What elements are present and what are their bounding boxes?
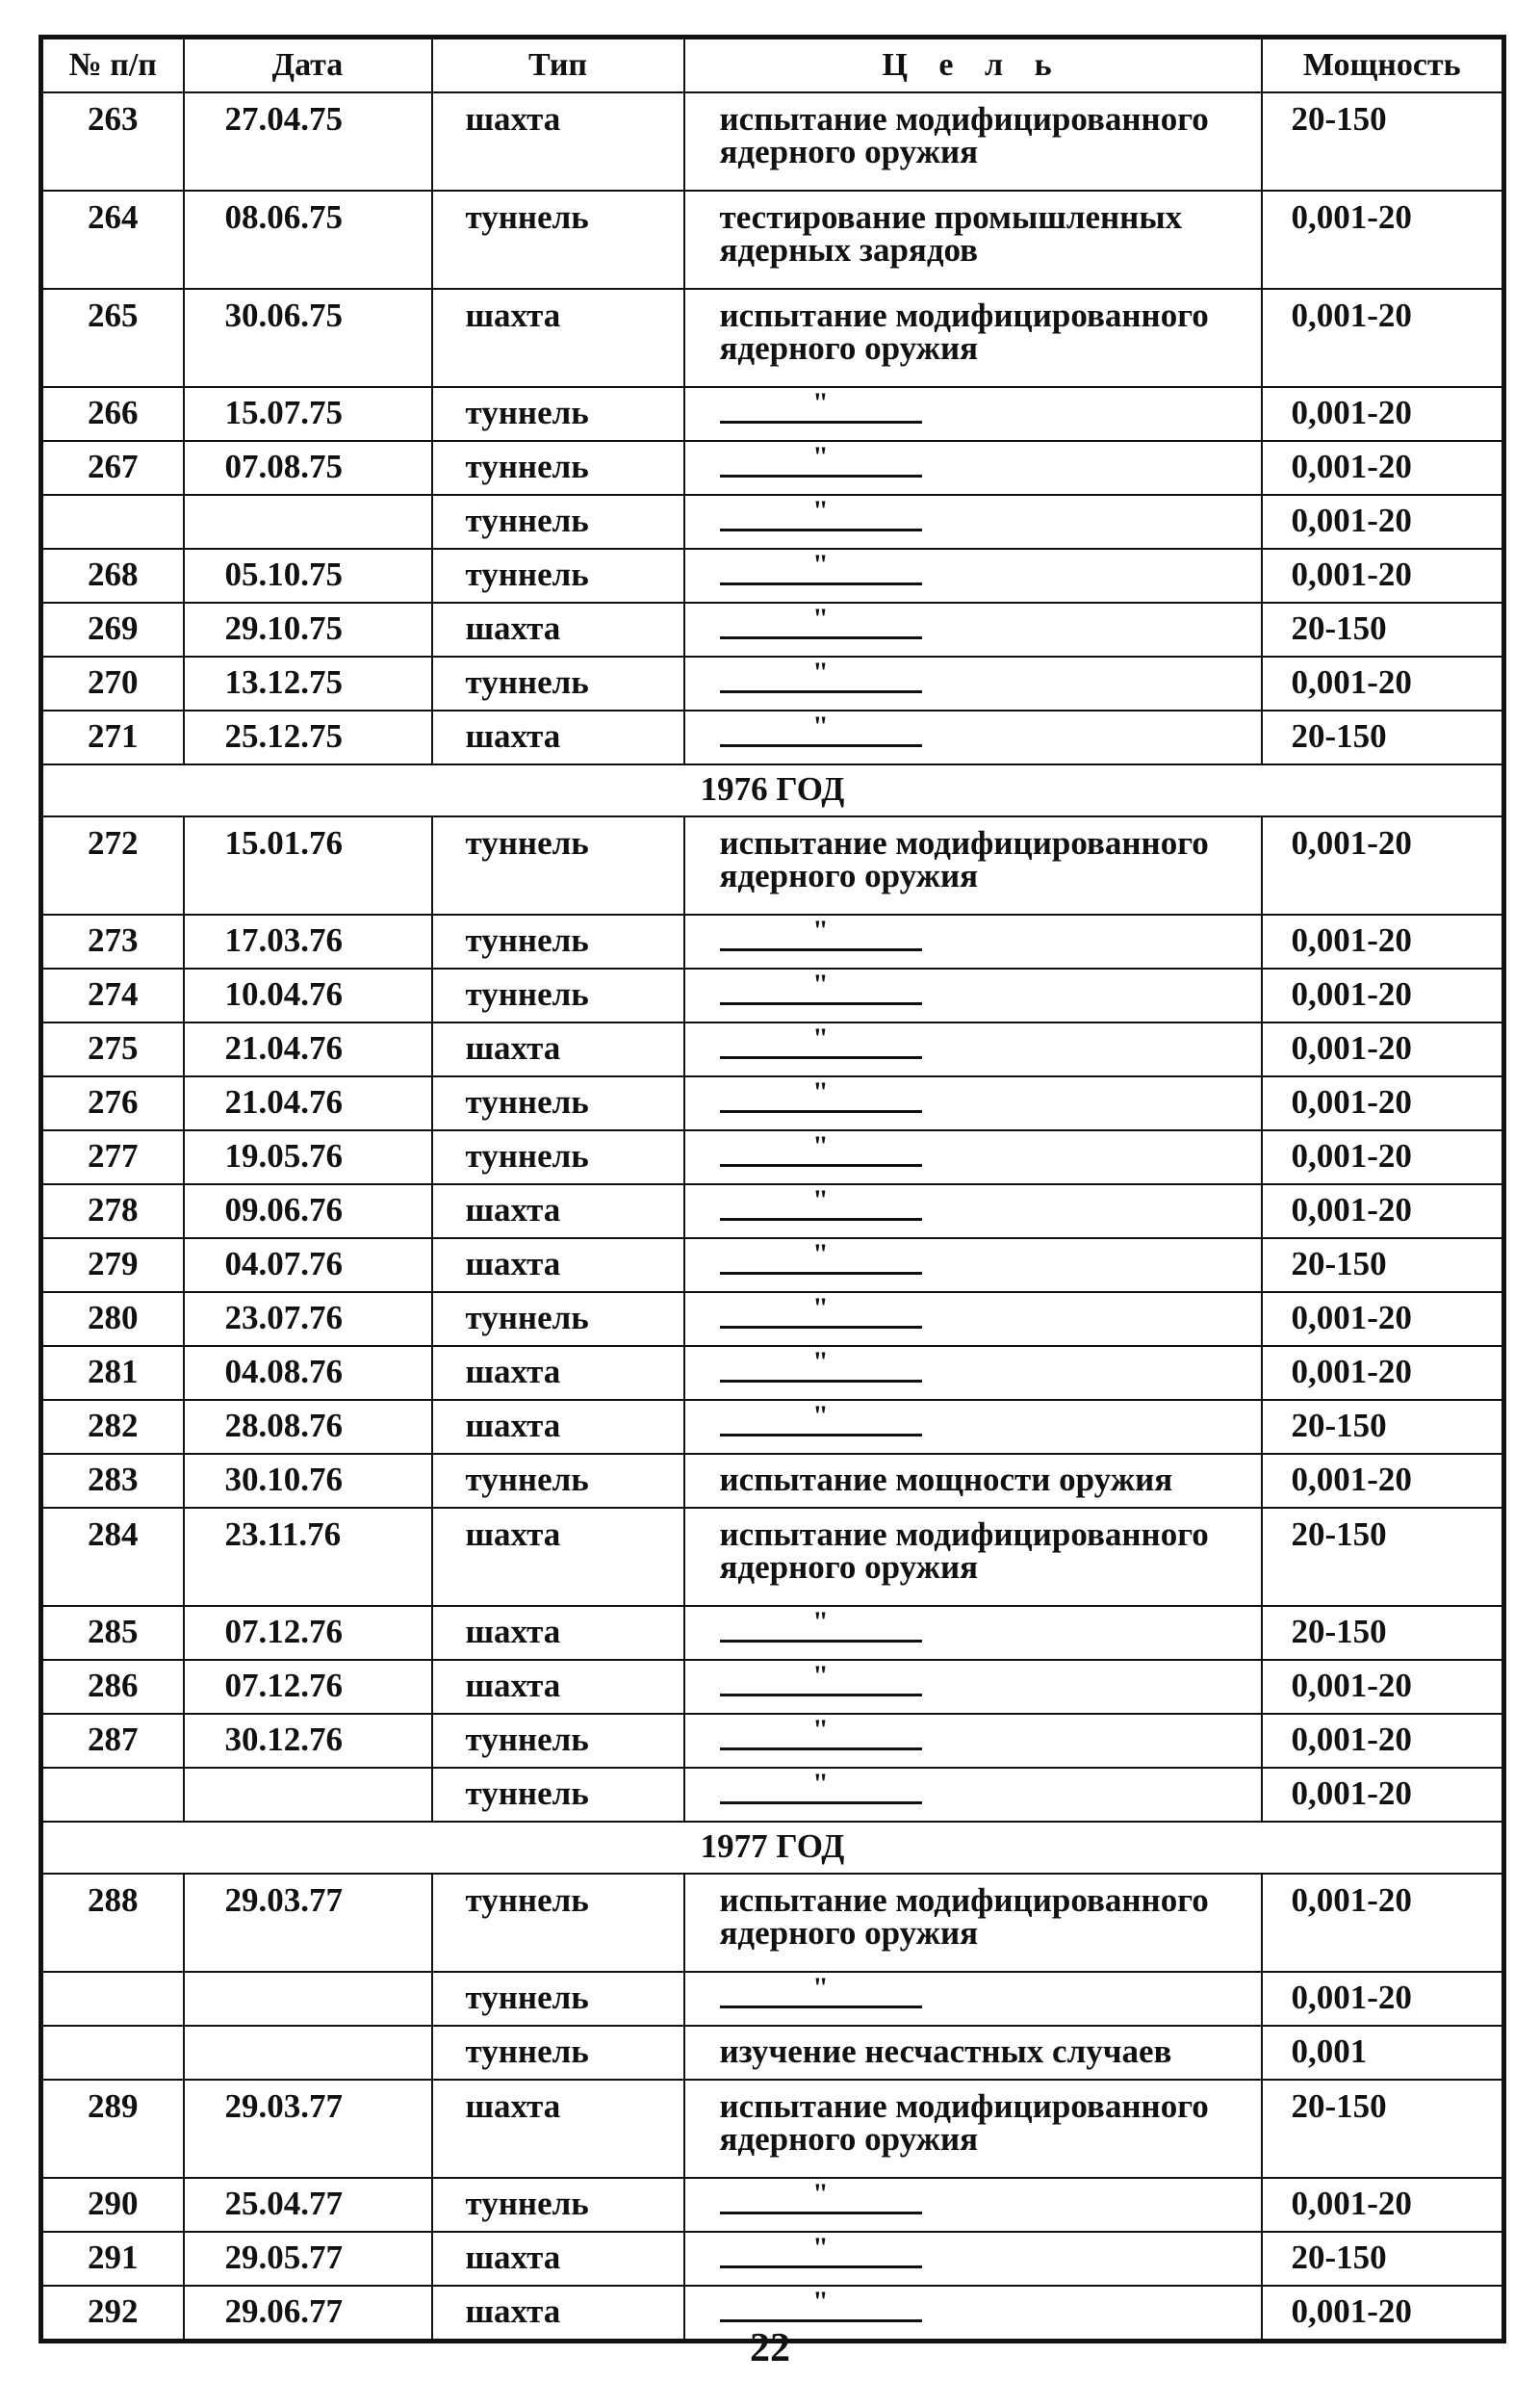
row-type: шахта xyxy=(432,1660,684,1714)
row-type: шахта xyxy=(432,1508,684,1606)
ditto-symbol: " xyxy=(812,711,829,742)
row-date: 09.06.76 xyxy=(184,1184,432,1238)
row-date: 19.05.76 xyxy=(184,1130,432,1184)
ditto-symbol: " xyxy=(812,915,829,946)
ditto-mark xyxy=(720,1292,922,1329)
row-power: 20-150 xyxy=(1262,1508,1504,1606)
ditto-mark xyxy=(720,1972,922,2008)
row-number: 264 xyxy=(41,191,184,289)
row-goal xyxy=(684,495,1262,549)
header-date: Дата xyxy=(184,38,432,93)
ditto-mark xyxy=(720,387,922,424)
row-power: 20-150 xyxy=(1262,1238,1504,1292)
row-power: 0,001-20 xyxy=(1262,1346,1504,1400)
row-date: 28.08.76 xyxy=(184,1400,432,1454)
row-goal xyxy=(684,1292,1262,1346)
row-goal xyxy=(684,1660,1262,1714)
row-goal: испытание модифицированного ядерного оружия xyxy=(684,816,1262,915)
row-goal xyxy=(684,1972,1262,2026)
ditto-symbol: " xyxy=(812,2286,829,2317)
row-date: 04.07.76 xyxy=(184,1238,432,1292)
row-goal: испытание модифицированного ядерного оружия xyxy=(684,92,1262,191)
table-row xyxy=(41,969,1504,1022)
row-number: 289 xyxy=(41,2080,184,2178)
row-type: шахта xyxy=(432,711,684,764)
row-power: 0,001-20 xyxy=(1262,816,1504,915)
row-number: 281 xyxy=(41,1346,184,1400)
row-goal: изучение несчастных случаев xyxy=(684,2026,1262,2080)
row-goal xyxy=(684,1768,1262,1822)
row-date: 30.12.76 xyxy=(184,1714,432,1768)
row-date: 30.10.76 xyxy=(184,1454,432,1508)
ditto-mark xyxy=(720,1184,922,1221)
row-goal: тестирование промышленных ядерных зарядов xyxy=(684,191,1262,289)
row-type: шахта xyxy=(432,92,684,191)
row-number: 290 xyxy=(41,2178,184,2232)
ditto-mark xyxy=(720,969,922,1005)
year-row-1976 xyxy=(41,764,1504,816)
ditto-mark xyxy=(720,915,922,951)
table-body xyxy=(41,92,1504,2342)
ditto-mark xyxy=(720,1076,922,1113)
ditto-symbol: " xyxy=(812,549,829,581)
row-power: 0,001-20 xyxy=(1262,1022,1504,1076)
row-number: 268 xyxy=(41,549,184,603)
row-power: 0,001-20 xyxy=(1262,1130,1504,1184)
table-row xyxy=(41,711,1504,764)
row-date: 29.03.77 xyxy=(184,2080,432,2178)
row-type: туннель xyxy=(432,495,684,549)
table-row xyxy=(41,495,1504,549)
ditto-mark xyxy=(720,495,922,531)
table-row xyxy=(41,1874,1504,1972)
table-row xyxy=(41,1768,1504,1822)
header-row xyxy=(41,38,1504,93)
table-row xyxy=(41,2178,1504,2232)
row-date: 29.06.77 xyxy=(184,2286,432,2342)
row-date: 07.08.75 xyxy=(184,441,432,495)
row-power: 20-150 xyxy=(1262,2080,1504,2178)
row-goal: испытание мощности оружия xyxy=(684,1454,1262,1508)
table-row xyxy=(41,915,1504,969)
row-power: 0,001-20 xyxy=(1262,1292,1504,1346)
table-row xyxy=(41,1076,1504,1130)
table-row xyxy=(41,2026,1504,2080)
table-row xyxy=(41,1022,1504,1076)
row-type: туннель xyxy=(432,387,684,441)
row-power: 20-150 xyxy=(1262,1400,1504,1454)
row-goal xyxy=(684,1076,1262,1130)
row-number xyxy=(41,2026,184,2080)
row-power: 0,001-20 xyxy=(1262,1874,1504,1972)
ditto-mark xyxy=(720,1346,922,1383)
row-power: 0,001-20 xyxy=(1262,1076,1504,1130)
table-row xyxy=(41,1238,1504,1292)
row-type: туннель xyxy=(432,657,684,711)
table-row xyxy=(41,657,1504,711)
ditto-mark xyxy=(720,549,922,585)
ditto-mark xyxy=(720,1238,922,1275)
ditto-mark xyxy=(720,603,922,639)
ditto-symbol: " xyxy=(812,657,829,688)
header-num: № п/п xyxy=(41,38,184,93)
row-type: туннель xyxy=(432,1768,684,1822)
row-type: туннель xyxy=(432,1874,684,1972)
table-row xyxy=(41,1292,1504,1346)
ditto-symbol: " xyxy=(812,1660,829,1692)
row-type: шахта xyxy=(432,2232,684,2286)
row-date: 30.06.75 xyxy=(184,289,432,387)
row-date: 23.07.76 xyxy=(184,1292,432,1346)
row-type: туннель xyxy=(432,2026,684,2080)
ditto-symbol: " xyxy=(812,441,829,473)
table-row xyxy=(41,603,1504,657)
row-goal: испытание модифицированного ядерного оружия xyxy=(684,289,1262,387)
row-type: туннель xyxy=(432,1292,684,1346)
row-power: 0,001-20 xyxy=(1262,1454,1504,1508)
row-type: шахта xyxy=(432,2080,684,2178)
row-date xyxy=(184,2026,432,2080)
ditto-mark xyxy=(720,2178,922,2214)
row-type: туннель xyxy=(432,1130,684,1184)
ditto-symbol: " xyxy=(812,2232,829,2264)
ditto-symbol: " xyxy=(812,1292,829,1324)
row-goal xyxy=(684,915,1262,969)
row-date: 29.03.77 xyxy=(184,1874,432,1972)
row-goal xyxy=(684,603,1262,657)
header-power: Мощность xyxy=(1262,38,1504,93)
ditto-symbol: " xyxy=(812,1076,829,1108)
row-date: 23.11.76 xyxy=(184,1508,432,1606)
ditto-mark xyxy=(720,1400,922,1436)
row-power: 0,001-20 xyxy=(1262,191,1504,289)
row-date: 27.04.75 xyxy=(184,92,432,191)
row-date: 05.10.75 xyxy=(184,549,432,603)
row-date: 08.06.75 xyxy=(184,191,432,289)
row-date: 13.12.75 xyxy=(184,657,432,711)
table-row xyxy=(41,1660,1504,1714)
row-goal xyxy=(684,1130,1262,1184)
ditto-mark xyxy=(720,1022,922,1059)
row-date: 21.04.76 xyxy=(184,1076,432,1130)
row-goal: испытание модифицированного ядерного оружия xyxy=(684,1874,1262,1972)
row-date xyxy=(184,495,432,549)
row-goal xyxy=(684,387,1262,441)
row-type: шахта xyxy=(432,2286,684,2342)
row-goal xyxy=(684,2232,1262,2286)
row-goal xyxy=(684,441,1262,495)
ditto-symbol: " xyxy=(812,2178,829,2210)
row-power: 0,001-20 xyxy=(1262,387,1504,441)
ditto-mark xyxy=(720,1768,922,1804)
row-date: 07.12.76 xyxy=(184,1606,432,1660)
row-type: туннель xyxy=(432,816,684,915)
row-type: туннель xyxy=(432,191,684,289)
row-date: 25.12.75 xyxy=(184,711,432,764)
table-row xyxy=(41,1714,1504,1768)
ditto-mark xyxy=(720,441,922,478)
ditto-symbol: " xyxy=(812,1022,829,1054)
test-table xyxy=(38,35,1506,2343)
table-row xyxy=(41,1972,1504,2026)
ditto-symbol: " xyxy=(812,387,829,419)
row-date: 15.07.75 xyxy=(184,387,432,441)
row-number: 272 xyxy=(41,816,184,915)
ditto-mark xyxy=(720,2232,922,2268)
table-row xyxy=(41,191,1504,289)
row-power: 20-150 xyxy=(1262,92,1504,191)
row-number: 282 xyxy=(41,1400,184,1454)
row-number: 266 xyxy=(41,387,184,441)
row-number: 283 xyxy=(41,1454,184,1508)
row-number: 265 xyxy=(41,289,184,387)
row-number: 288 xyxy=(41,1874,184,1972)
row-power: 0,001-20 xyxy=(1262,969,1504,1022)
table-row xyxy=(41,1508,1504,1606)
ditto-symbol: " xyxy=(812,1400,829,1432)
row-goal xyxy=(684,1714,1262,1768)
row-number: 278 xyxy=(41,1184,184,1238)
ditto-symbol: " xyxy=(812,1184,829,1216)
row-power: 20-150 xyxy=(1262,603,1504,657)
row-goal xyxy=(684,711,1262,764)
table-row xyxy=(41,441,1504,495)
table-row xyxy=(41,1606,1504,1660)
row-date xyxy=(184,1768,432,1822)
ditto-mark xyxy=(720,657,922,693)
row-type: туннель xyxy=(432,915,684,969)
row-date: 21.04.76 xyxy=(184,1022,432,1076)
row-date: 10.04.76 xyxy=(184,969,432,1022)
table-row xyxy=(41,1184,1504,1238)
year-heading: 1977 ГОД xyxy=(41,1822,1504,1874)
table-row xyxy=(41,2232,1504,2286)
row-type: шахта xyxy=(432,1400,684,1454)
row-number: 279 xyxy=(41,1238,184,1292)
row-number: 267 xyxy=(41,441,184,495)
row-power: 0,001-20 xyxy=(1262,1184,1504,1238)
row-date: 25.04.77 xyxy=(184,2178,432,2232)
row-date: 07.12.76 xyxy=(184,1660,432,1714)
ditto-symbol: " xyxy=(812,495,829,527)
row-type: туннель xyxy=(432,441,684,495)
row-number xyxy=(41,1972,184,2026)
ditto-mark xyxy=(720,1130,922,1167)
row-goal xyxy=(684,1022,1262,1076)
table-row xyxy=(41,1400,1504,1454)
ditto-mark xyxy=(720,1606,922,1643)
header-type: Тип xyxy=(432,38,684,93)
row-number: 263 xyxy=(41,92,184,191)
table-row xyxy=(41,1346,1504,1400)
row-goal xyxy=(684,549,1262,603)
ditto-symbol: " xyxy=(812,1238,829,1270)
ditto-mark xyxy=(720,2286,922,2322)
row-type: шахта xyxy=(432,289,684,387)
row-number: 286 xyxy=(41,1660,184,1714)
table-row xyxy=(41,816,1504,915)
row-power: 0,001-20 xyxy=(1262,549,1504,603)
ditto-symbol: " xyxy=(812,969,829,1000)
row-power: 0,001-20 xyxy=(1262,2178,1504,2232)
row-goal xyxy=(684,1400,1262,1454)
row-power: 0,001-20 xyxy=(1262,1972,1504,2026)
row-type: шахта xyxy=(432,1346,684,1400)
row-goal xyxy=(684,2178,1262,2232)
row-power: 0,001-20 xyxy=(1262,441,1504,495)
row-type: туннель xyxy=(432,549,684,603)
row-power: 0,001-20 xyxy=(1262,657,1504,711)
row-type: туннель xyxy=(432,969,684,1022)
ditto-symbol: " xyxy=(812,1972,829,2004)
row-power: 0,001-20 xyxy=(1262,2286,1504,2342)
row-power: 20-150 xyxy=(1262,1606,1504,1660)
table-row xyxy=(41,1454,1504,1508)
row-date: 04.08.76 xyxy=(184,1346,432,1400)
ditto-mark xyxy=(720,711,922,747)
row-type: туннель xyxy=(432,1076,684,1130)
row-date: 29.05.77 xyxy=(184,2232,432,2286)
row-type: шахта xyxy=(432,1606,684,1660)
row-power: 0,001-20 xyxy=(1262,915,1504,969)
row-power: 20-150 xyxy=(1262,2232,1504,2286)
row-type: туннель xyxy=(432,1714,684,1768)
row-number: 277 xyxy=(41,1130,184,1184)
row-type: туннель xyxy=(432,2178,684,2232)
table-row xyxy=(41,2080,1504,2178)
row-number xyxy=(41,1768,184,1822)
row-type: туннель xyxy=(432,1454,684,1508)
ditto-mark xyxy=(720,1714,922,1750)
row-goal xyxy=(684,1184,1262,1238)
row-number: 285 xyxy=(41,1606,184,1660)
row-number: 270 xyxy=(41,657,184,711)
row-number: 275 xyxy=(41,1022,184,1076)
row-power: 0,001-20 xyxy=(1262,495,1504,549)
table-row xyxy=(41,387,1504,441)
table-row xyxy=(41,92,1504,191)
row-power: 20-150 xyxy=(1262,711,1504,764)
row-goal: испытание модифицированного ядерного оружия xyxy=(684,2080,1262,2178)
row-number: 292 xyxy=(41,2286,184,2342)
row-power: 0,001-20 xyxy=(1262,1768,1504,1822)
row-date: 29.10.75 xyxy=(184,603,432,657)
row-goal xyxy=(684,1606,1262,1660)
row-type: шахта xyxy=(432,1184,684,1238)
row-power: 0,001 xyxy=(1262,2026,1504,2080)
row-date: 17.03.76 xyxy=(184,915,432,969)
row-number: 273 xyxy=(41,915,184,969)
table-row xyxy=(41,289,1504,387)
row-number: 287 xyxy=(41,1714,184,1768)
row-type: шахта xyxy=(432,603,684,657)
row-type: шахта xyxy=(432,1022,684,1076)
year-row-1977 xyxy=(41,1822,1504,1874)
row-date: 15.01.76 xyxy=(184,816,432,915)
ditto-symbol: " xyxy=(812,1714,829,1746)
row-number: 280 xyxy=(41,1292,184,1346)
row-number: 291 xyxy=(41,2232,184,2286)
row-goal: испытание модифицированного ядерного оружия xyxy=(684,1508,1262,1606)
ditto-symbol: " xyxy=(812,1606,829,1638)
row-goal xyxy=(684,969,1262,1022)
row-number: 269 xyxy=(41,603,184,657)
row-type: туннель xyxy=(432,1972,684,2026)
ditto-symbol: " xyxy=(812,1346,829,1378)
table-row xyxy=(41,549,1504,603)
ditto-symbol: " xyxy=(812,1768,829,1799)
ditto-mark xyxy=(720,1660,922,1696)
row-number: 284 xyxy=(41,1508,184,1606)
header-goal: Ц е л ь xyxy=(684,38,1262,93)
ditto-symbol: " xyxy=(812,1130,829,1162)
row-number xyxy=(41,495,184,549)
row-goal xyxy=(684,1346,1262,1400)
page-number: 22 xyxy=(750,2326,790,2370)
year-heading: 1976 ГОД xyxy=(41,764,1504,816)
row-number: 276 xyxy=(41,1076,184,1130)
row-date xyxy=(184,1972,432,2026)
table-row xyxy=(41,1130,1504,1184)
row-number: 271 xyxy=(41,711,184,764)
row-power: 0,001-20 xyxy=(1262,1714,1504,1768)
row-number: 274 xyxy=(41,969,184,1022)
row-power: 0,001-20 xyxy=(1262,289,1504,387)
row-goal xyxy=(684,1238,1262,1292)
ditto-symbol: " xyxy=(812,603,829,634)
row-type: шахта xyxy=(432,1238,684,1292)
row-goal xyxy=(684,657,1262,711)
row-power: 0,001-20 xyxy=(1262,1660,1504,1714)
